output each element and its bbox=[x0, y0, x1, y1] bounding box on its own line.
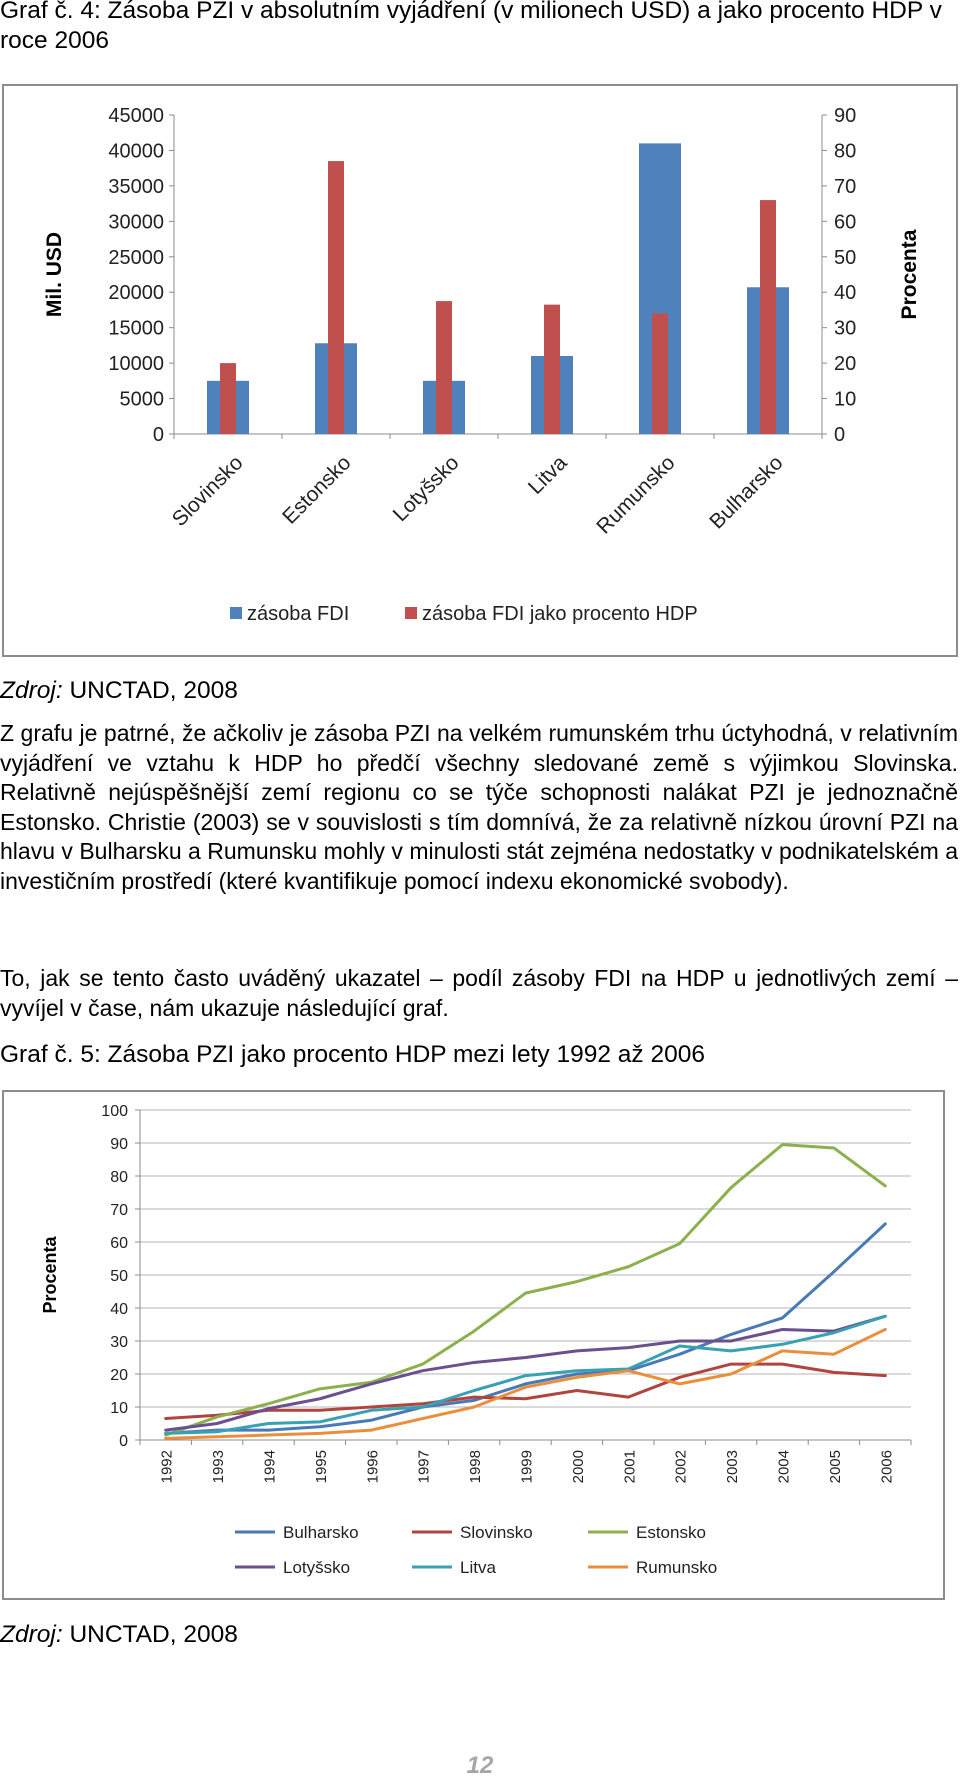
y-tick-label: 50 bbox=[110, 1268, 128, 1285]
page-number: 12 bbox=[466, 1752, 494, 1779]
source-label: Zdroj: bbox=[0, 1621, 63, 1648]
y2-tick-label: 50 bbox=[834, 246, 857, 269]
y-tick-label: 5000 bbox=[119, 388, 164, 411]
figure-1-source bbox=[0, 676, 238, 706]
x-tick-label: 1994 bbox=[261, 1450, 279, 1484]
category-label: Lotyšsko bbox=[388, 451, 464, 527]
y-tick-label: 10 bbox=[110, 1400, 128, 1417]
legend-label-estonsko: Estonsko bbox=[636, 1523, 706, 1542]
x-tick-label: 1997 bbox=[415, 1450, 433, 1484]
y-tick-label: 40 bbox=[110, 1301, 128, 1318]
bar-chart-svg bbox=[4, 86, 956, 655]
y2-tick-label: 0 bbox=[834, 424, 846, 446]
x-tick-label: 1993 bbox=[210, 1450, 228, 1484]
figure-1-caption: Graf č. 4: Zásoba PZI v absolutním vyjádření (v milionech USD) a jako procento HDP v roce 2006 bbox=[0, 0, 942, 54]
x-tick-label: 2005 bbox=[826, 1450, 844, 1484]
y2-axis-title: Procenta bbox=[898, 229, 921, 320]
x-tick-label: 1996 bbox=[364, 1450, 382, 1484]
y-tick-label: 0 bbox=[152, 424, 164, 446]
x-tick-label: 1998 bbox=[467, 1450, 485, 1484]
y-tick-label: 0 bbox=[119, 1433, 128, 1450]
y-tick-label: 30 bbox=[110, 1334, 128, 1351]
legend-swatch-fdi-percent-gdp bbox=[405, 607, 417, 619]
line-estonsko bbox=[166, 1145, 886, 1435]
legend-label-rumunsko: Rumunsko bbox=[636, 1558, 718, 1577]
source-label: Zdroj: bbox=[0, 677, 63, 704]
x-tick-label: 2002 bbox=[672, 1450, 690, 1484]
x-tick-label: 2003 bbox=[724, 1450, 742, 1484]
line-slovinsko bbox=[166, 1364, 886, 1418]
x-tick-label: 1999 bbox=[518, 1450, 536, 1484]
y2-tick-label: 70 bbox=[834, 175, 857, 198]
y2-tick-label: 30 bbox=[834, 317, 857, 340]
y2-tick-label: 40 bbox=[834, 282, 857, 305]
y-tick-label: 70 bbox=[110, 1202, 128, 1219]
legend-label-fdi-stock: zásoba FDI bbox=[247, 603, 350, 625]
y-axis-title: Procenta bbox=[40, 1236, 60, 1314]
line-chart-svg bbox=[4, 1092, 943, 1598]
bar-fdi-percent-gdp bbox=[436, 301, 452, 434]
legend-label-bulharsko: Bulharsko bbox=[283, 1523, 359, 1542]
source-text: UNCTAD, 2008 bbox=[62, 677, 238, 704]
bar-fdi-percent-gdp bbox=[328, 161, 344, 434]
x-tick-label: 2004 bbox=[775, 1450, 793, 1484]
x-tick-label: 1995 bbox=[312, 1450, 330, 1484]
category-label: Rumunsko bbox=[592, 451, 680, 539]
y-tick-label: 60 bbox=[110, 1235, 128, 1252]
y2-tick-label: 80 bbox=[834, 140, 857, 163]
x-tick-label: 2000 bbox=[569, 1450, 587, 1484]
legend-label-litva: Litva bbox=[460, 1558, 496, 1577]
figure-2-caption: Graf č. 5: Zásoba PZI jako procento HDP mezi lety 1992 až 2006 bbox=[0, 1041, 705, 1068]
category-label: Slovinsko bbox=[167, 451, 248, 532]
x-tick-label: 2006 bbox=[878, 1450, 896, 1484]
x-tick-label: 2001 bbox=[621, 1450, 639, 1484]
paragraph-2: To, jak se tento často uváděný ukazatel – podíl zásoby FDI na HDP u jednotlivých zemí – vyvíjel v čase, nám ukazuje následující graf. bbox=[0, 965, 958, 1021]
y-tick-label: 30000 bbox=[108, 211, 164, 234]
y-tick-label: 80 bbox=[110, 1169, 128, 1186]
bar-fdi-percent-gdp bbox=[760, 200, 776, 434]
source-text: UNCTAD, 2008 bbox=[62, 1621, 238, 1648]
legend-swatch-fdi-stock bbox=[230, 607, 242, 619]
y2-tick-label: 20 bbox=[834, 353, 857, 376]
legend-label-lotyšsko: Lotyšsko bbox=[283, 1558, 351, 1577]
y2-tick-label: 10 bbox=[834, 388, 857, 411]
y-tick-label: 25000 bbox=[108, 246, 164, 269]
y2-tick-label: 90 bbox=[834, 105, 857, 127]
legend-label-slovinsko: Slovinsko bbox=[460, 1523, 533, 1542]
y-tick-label: 20000 bbox=[108, 282, 164, 305]
y-tick-label: 90 bbox=[110, 1136, 128, 1153]
y-tick-label: 15000 bbox=[108, 317, 164, 340]
x-tick-label: 1992 bbox=[158, 1450, 176, 1484]
y-tick-label: 35000 bbox=[108, 175, 164, 198]
y-tick-label: 100 bbox=[101, 1103, 128, 1120]
legend-label-fdi-percent-gdp: zásoba FDI jako procento HDP bbox=[422, 603, 698, 625]
figure-2-source bbox=[0, 1620, 238, 1650]
y-tick-label: 20 bbox=[110, 1367, 128, 1384]
y-tick-label: 40000 bbox=[108, 140, 164, 163]
paragraph-1: Z grafu je patrné, že ačkoliv je zásoba PZI na velkém rumunském trhu úctyhodná, v relativním vyjádření ve vztahu k HDP ho předčí všechny sledované země s výjimkou Slovinska. Relativně nejúspěšnější zemí regionu co se týče schopnosti nalákat PZI je jednoznačně Estonsko. Christie (2003) se v souvislosti s tím domnívá, že za relativně nízkou úrovní PZI na hlavu v Bulharsku a Rumunsku mohly v minulosti stát zejména nedostatky v podnikatelském a investičním prostředí (které kvantifikuje pomocí indexu ekonomické svobody). bbox=[0, 720, 958, 894]
bar-fdi-percent-gdp bbox=[220, 363, 236, 434]
fdi-stock-bar-chart bbox=[2, 84, 958, 657]
category-label: Litva bbox=[523, 451, 572, 499]
y-axis-title: Mil. USD bbox=[43, 231, 66, 318]
y-tick-label: 10000 bbox=[108, 353, 164, 376]
category-label: Estonsko bbox=[278, 451, 356, 529]
bar-fdi-percent-gdp bbox=[544, 305, 560, 434]
fdi-gdp-line-chart bbox=[2, 1090, 945, 1600]
category-label: Bulharsko bbox=[705, 451, 788, 534]
line-litva bbox=[166, 1316, 886, 1433]
y-tick-label: 45000 bbox=[108, 105, 164, 127]
y2-tick-label: 60 bbox=[834, 211, 857, 234]
line-lotyšsko bbox=[166, 1316, 886, 1430]
bar-fdi-percent-gdp bbox=[652, 313, 668, 434]
